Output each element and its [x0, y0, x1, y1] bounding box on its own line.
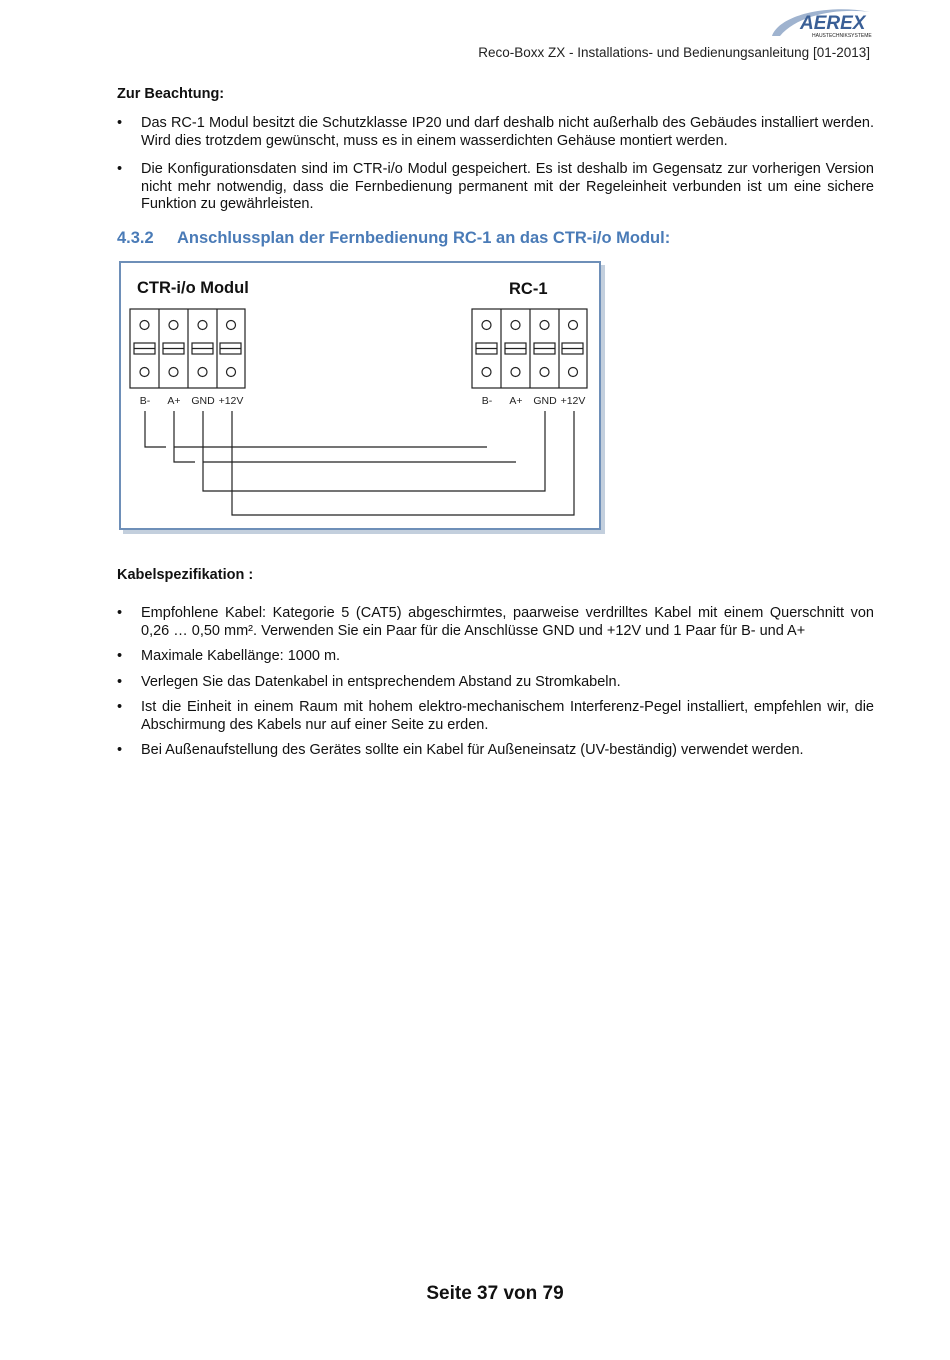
ctr-terminal-label: GND [191, 395, 215, 407]
page-number: Seite 37 von 79 [426, 1283, 564, 1304]
list-item: • Maximale Kabellänge: 1000 m. [117, 648, 874, 666]
wire-a-plus [174, 411, 195, 462]
logo-text: AEREX [800, 13, 866, 34]
wire-gnd [203, 411, 545, 491]
ctr-terminal-block [130, 309, 245, 388]
list-item: • Das RC-1 Modul besitzt die Schutzklasse IP20 und darf deshalb nicht außerhalb des Gebäudes installiert werden. Wird dies trotzdem gewünscht, muss es in einem wasserdichten Gehäuse montiert werden. [117, 115, 874, 150]
rc1-terminal-label: +12V [560, 395, 586, 407]
section-number: 4.3.2 [117, 229, 154, 247]
wiring-diagram [119, 261, 601, 530]
rc1-terminal-label: A+ [509, 395, 523, 407]
list-item: • Ist die Einheit in einem Raum mit hohem elektro-mechanischem Interferenz-Pegel installiert, empfehlen wir, die Abschirmung des Kabels nur auf einer Seite zu erden. [117, 699, 874, 734]
rc1-module-title: RC-1 [509, 280, 548, 298]
aerex-logo [770, 6, 872, 40]
list-item: • Empfohlene Kabel: Kategorie 5 (CAT5) abgeschirmtes, paarweise verdrilltes Kabel mit einem Querschnitt von 0,26 … 0,50 mm². Verwenden Sie ein Paar für die Anschlüsse GND und +12V und 1 Paar für B- und A+ [117, 605, 874, 640]
rc1-terminal-label: B- [481, 395, 493, 407]
cable-spec-list [117, 605, 874, 768]
notes-list [117, 115, 874, 225]
rc1-terminal-label: GND [533, 395, 557, 407]
list-item: • Die Konfigurationsdaten sind im CTR-i/o Modul gespeichert. Es ist deshalb im Gegensatz zur vorherigen Version nicht mehr notwendig, dass die Fernbedienung permanent mit der Regeleinheit verbunden ist um eine sichere Funktion zu gewährleisten. [117, 161, 874, 214]
ctr-terminal-label: +12V [218, 395, 244, 407]
wire-b-minus [145, 411, 166, 447]
section-title: Anschlussplan der Fernbedienung RC-1 an das CTR-i/o Modul: [177, 229, 671, 247]
ctr-module-title: CTR-i/o Modul [137, 279, 249, 297]
wire-12v [232, 411, 574, 515]
wiring-svg [121, 263, 599, 528]
notes-title: Zur Beachtung: [117, 86, 225, 102]
logo-subtext: HAUSTECHNIKSYSTEME [812, 33, 872, 39]
list-item: • Verlegen Sie das Datenkabel in entsprechendem Abstand zu Stromkabeln. [117, 674, 874, 692]
section-heading [117, 229, 670, 248]
cable-spec-title: Kabelspezifikation : [117, 567, 254, 583]
document-title: Reco-Boxx ZX - Installations- und Bedienungsanleitung [01-2013] [478, 45, 870, 60]
list-item: • Bei Außenaufstellung des Gerätes sollte ein Kabel für Außeneinsatz (UV-beständig) verwendet werden. [117, 742, 874, 760]
rc1-terminal-block [472, 309, 587, 388]
ctr-terminal-label: A+ [167, 395, 181, 407]
ctr-terminal-label: B- [139, 395, 151, 407]
